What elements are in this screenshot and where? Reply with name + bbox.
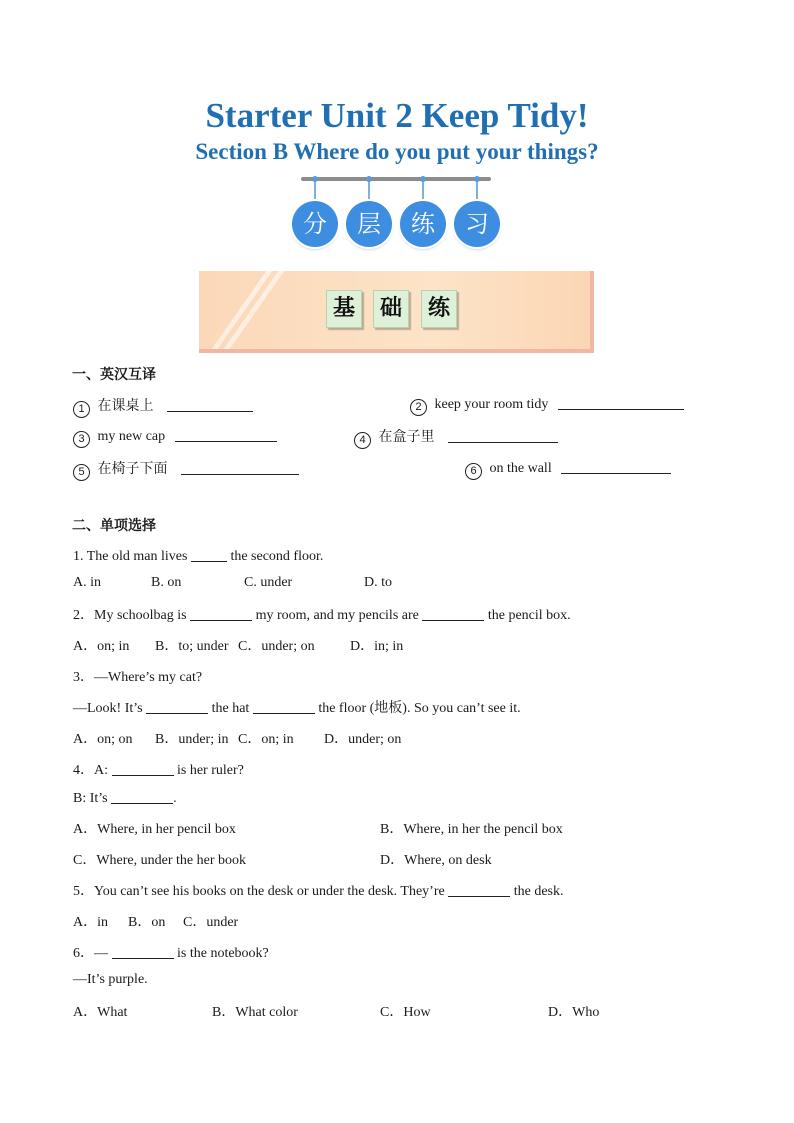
hanger-pin: [368, 178, 370, 202]
q3-option-c[interactable]: C．on; in: [238, 732, 294, 747]
question-text: 6．—: [73, 946, 108, 961]
q5-option-a[interactable]: A．in: [73, 915, 108, 930]
translate-item-4: [354, 426, 558, 449]
bubble-lian: 练: [400, 201, 446, 247]
question-3: 3．—Where’s my cat?: [73, 670, 203, 685]
question-text: the desk.: [513, 884, 564, 899]
q3-option-b[interactable]: B．under; in: [155, 732, 229, 747]
translate-item-3: [73, 427, 277, 448]
question-3-dialogue: [73, 697, 521, 717]
item-text: 在课桌上: [97, 398, 154, 414]
item-number: 2: [410, 399, 427, 416]
question-4: [73, 759, 244, 779]
banner-char-chu: 础: [373, 290, 409, 328]
answer-blank[interactable]: [175, 427, 277, 442]
question-1: [73, 547, 323, 565]
question-2: [73, 604, 571, 624]
bubble-xi: 习: [454, 201, 500, 247]
answer-blank[interactable]: [448, 428, 558, 443]
page-title: Starter Unit 2 Keep Tidy!: [205, 96, 589, 135]
item-text: my new cap: [97, 429, 166, 444]
q6-option-a[interactable]: A．What: [73, 1005, 128, 1020]
item-number: 3: [73, 431, 90, 448]
question-text: .: [173, 791, 177, 806]
q6-option-d[interactable]: D．Who: [548, 1005, 600, 1020]
q5-option-c[interactable]: C．under: [183, 915, 239, 930]
answer-blank[interactable]: [191, 547, 227, 562]
q1-option-a[interactable]: A. in: [73, 575, 101, 590]
answer-blank[interactable]: [448, 882, 510, 897]
q2-option-c[interactable]: C．under; on: [238, 639, 315, 654]
question-5: [73, 880, 563, 900]
q1-option-c[interactable]: C. under: [244, 575, 293, 590]
answer-blank[interactable]: [112, 761, 174, 776]
q1-option-b[interactable]: B. on: [151, 575, 182, 590]
question-6-reply: —It’s purple.: [73, 972, 148, 987]
translate-item-2: [410, 395, 684, 416]
translate-item-6: [465, 459, 671, 480]
q4-option-c[interactable]: C．Where, under the her book: [73, 853, 246, 868]
item-text: 在盒子里: [378, 429, 435, 445]
banner-stripe: [224, 271, 285, 349]
hanger-pin: [476, 178, 478, 202]
item-text: keep your room tidy: [434, 397, 549, 412]
answer-blank[interactable]: [422, 606, 484, 621]
hanger-rail: [301, 177, 491, 181]
question-text: 1. The old man lives: [73, 549, 188, 564]
section-heading-translate: 一、英汉互译: [72, 367, 156, 383]
question-text: my room, and my pencils are: [255, 608, 419, 623]
question-text: 5．You can’t see his books on the desk or under the desk. They’re: [73, 884, 445, 899]
q4-option-b[interactable]: B．Where, in her the pencil box: [380, 822, 563, 837]
banner-char-ji: 基: [326, 290, 362, 328]
question-6: [73, 942, 269, 962]
answer-blank[interactable]: [561, 459, 671, 474]
translate-item-1: [73, 395, 253, 418]
banner-char-lian: 练: [421, 290, 457, 328]
question-text: the pencil box.: [487, 608, 571, 623]
item-number: 4: [354, 432, 371, 449]
question-text: is her ruler?: [177, 763, 244, 778]
question-text: B: It’s: [73, 791, 108, 806]
translate-item-5: [73, 458, 299, 481]
answer-blank[interactable]: [558, 395, 684, 410]
q3-option-a[interactable]: A．on; on: [73, 732, 133, 747]
question-text: the second floor.: [230, 549, 324, 564]
section-heading-choice: 二、单项选择: [72, 518, 156, 534]
q2-option-b[interactable]: B．to; under: [155, 639, 229, 654]
page-subtitle: Section B Where do you put your things?: [195, 139, 599, 164]
item-number: 6: [465, 463, 482, 480]
banner-stripe: [212, 271, 273, 349]
bubble-ceng: 层: [346, 201, 392, 247]
bubble-fen: 分: [292, 201, 338, 247]
q6-option-b[interactable]: B．What color: [212, 1005, 298, 1020]
question-text: the hat: [211, 701, 250, 716]
q5-option-b[interactable]: B．on: [128, 915, 166, 930]
item-number: 5: [73, 464, 90, 481]
question-4-reply: [73, 789, 177, 807]
hanger-pin: [422, 178, 424, 202]
hanger-pin: [314, 178, 316, 202]
answer-blank[interactable]: [111, 789, 173, 804]
question-text: the floor (地板). So you can’t see it.: [318, 701, 521, 716]
answer-blank[interactable]: [253, 699, 315, 714]
question-text: is the notebook?: [177, 946, 269, 961]
question-text: 4．A:: [73, 763, 108, 778]
q2-option-d[interactable]: D．in; in: [350, 639, 404, 654]
q6-option-c[interactable]: C．How: [380, 1005, 431, 1020]
q4-option-d[interactable]: D．Where, on desk: [380, 853, 492, 868]
question-text: —Look! It’s: [73, 701, 143, 716]
answer-blank[interactable]: [167, 397, 253, 412]
answer-blank[interactable]: [181, 460, 299, 475]
question-text: 2．My schoolbag is: [73, 608, 187, 623]
item-text: on the wall: [489, 461, 552, 476]
answer-blank[interactable]: [112, 944, 174, 959]
answer-blank[interactable]: [190, 606, 252, 621]
q2-option-a[interactable]: A．on; in: [73, 639, 130, 654]
q1-option-d[interactable]: D. to: [364, 575, 392, 590]
q3-option-d[interactable]: D．under; on: [324, 732, 402, 747]
q4-option-a[interactable]: A．Where, in her pencil box: [73, 822, 236, 837]
item-number: 1: [73, 401, 90, 418]
answer-blank[interactable]: [146, 699, 208, 714]
item-text: 在椅子下面: [97, 461, 168, 477]
